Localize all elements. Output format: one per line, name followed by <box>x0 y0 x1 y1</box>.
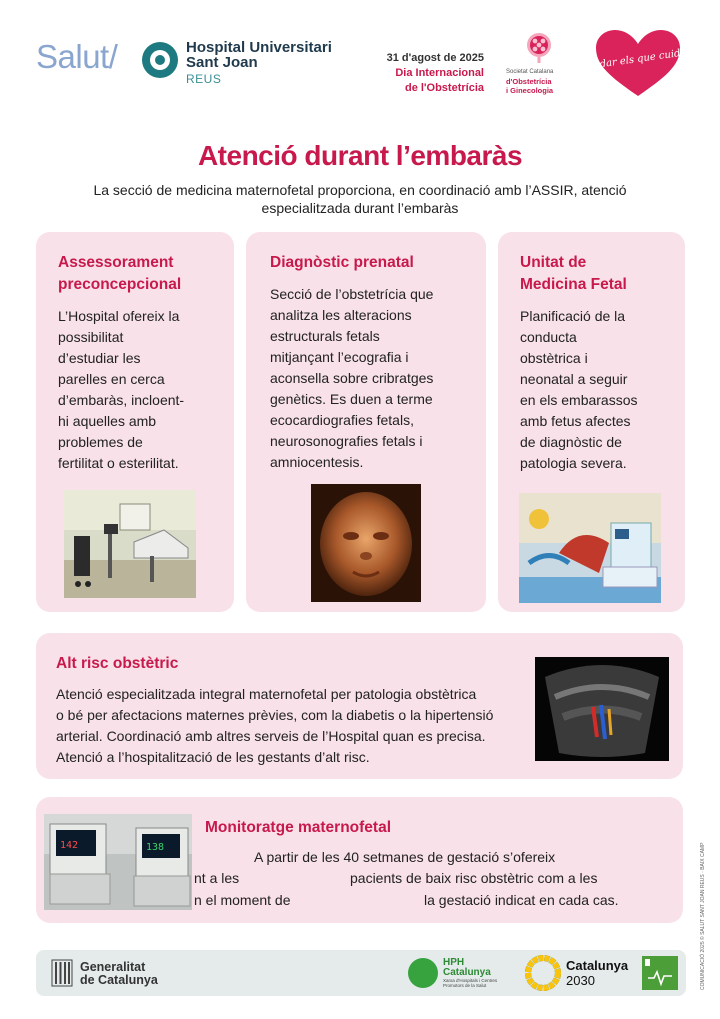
card-body-line: d’estudiar les <box>58 350 141 366</box>
generalitat-name <box>80 961 158 987</box>
card-body-line: conducta <box>520 329 577 345</box>
card-body-line: hi aquelles amb <box>58 413 157 429</box>
hph-logo-icon <box>408 958 438 988</box>
sdg-wheel-icon <box>527 957 559 989</box>
card-assessorament-title <box>58 252 181 296</box>
card-body-line: analitza les alteracions <box>270 307 412 323</box>
card-body-line: problemes de <box>58 434 143 450</box>
card-body-line: patologia severa. <box>520 455 627 471</box>
neonatal-unit-photo <box>519 493 661 603</box>
heart-logo-text: Cuidar els que cuiden <box>581 46 694 73</box>
generalitat-line1: Generalitat <box>80 960 146 974</box>
monitoratge-line3-end: la gestació indicat en cada cas. <box>424 892 619 908</box>
card-body-line: estructurals fetals <box>270 328 380 344</box>
generalitat-shield-icon <box>52 960 72 986</box>
subtitle-line2: especialitzada durant l’embaràs <box>261 200 459 216</box>
event-name-line1: Dia Internacional <box>395 67 484 79</box>
page-title: Atenció durant l’embaràs <box>197 140 523 171</box>
alt-risc-title: Alt risc obstètric <box>56 655 179 672</box>
card-body-line: en els embarassos <box>520 392 638 408</box>
hph-subtitle: Xarxa d'Hospitals i Centres Promotors de la Salut <box>443 978 498 988</box>
side-copyright-note: COMUNICACIÓ 2025 © SALUT SANT JOAN REUS · BAIX CAMP <box>700 842 706 990</box>
society-small-label: Societat Catalana <box>506 69 554 75</box>
card-body-line: arterial. Coordinació amb altres serveis de l’Hospital quan es precisa. <box>56 728 486 744</box>
card-assessorament-body <box>58 306 228 474</box>
card-title-line: Assessorament <box>58 254 174 271</box>
society-name-line2: i Ginecologia <box>506 86 554 95</box>
event-name-line2: de l'Obstetrícia <box>404 82 484 94</box>
card-body-line: amb fetus afectes <box>520 413 631 429</box>
hospital-logo-icon <box>142 42 178 78</box>
card-body-line: aconsella sobre cribratges <box>270 370 434 386</box>
heart-logo <box>581 28 694 98</box>
hph-title-line2: Catalunya <box>443 967 491 978</box>
card-body-line: Atenció especialitzada integral maternofetal per patologia obstètrica <box>56 686 477 702</box>
salut-logo: Salut/ <box>36 38 118 75</box>
monitoratge-title: Monitoratge maternofetal <box>205 819 392 836</box>
card-body-line: possibilitat <box>58 329 124 345</box>
event-date: 31 d'agost de 2025 <box>386 52 484 64</box>
catalunya-label: Catalunya <box>566 958 629 973</box>
card-body-line: amniocentesis. <box>270 454 364 470</box>
card-body-line: mitjançant l’ecografia i <box>270 349 409 365</box>
generalitat-line2: de Catalunya <box>80 973 158 987</box>
monitoratge-line1: A partir de les 40 setmanes de gestació s’ofereix <box>254 849 556 865</box>
card-diagnostic-body <box>270 284 480 473</box>
ultrasound-3d-photo <box>311 484 421 602</box>
card-title-line: Medicina Fetal <box>520 276 627 293</box>
card-body-line: parelles en cerca <box>58 371 165 387</box>
monitor-readout-1: 142 <box>60 840 79 851</box>
hospital-name <box>186 40 332 70</box>
card-body-line: Secció de l’obstetrícia que <box>270 286 434 302</box>
card-body-line: ecocardiografies fetals, <box>270 412 414 428</box>
card-body-line: o bé per afectacions maternes prèvies, com la diabetis o la hipertensió <box>56 707 494 723</box>
card-title-line: preconcepcional <box>58 276 182 293</box>
monitoratge-line3-start: n el moment de <box>194 892 291 908</box>
card-body-line: fertilitat o esterilitat. <box>58 455 179 471</box>
card-title-line: Unitat de <box>520 254 587 271</box>
card-body-line: obstètrica i <box>520 350 588 366</box>
catalunya-2030 <box>566 958 628 988</box>
fetal-monitor-photo <box>44 814 192 910</box>
card-body-line: d’embaràs, incloent- <box>58 392 185 408</box>
monitoratge-line2-start: nt a les <box>194 870 240 886</box>
hph-name <box>443 958 503 988</box>
card-medicina-fetal-title <box>520 252 627 296</box>
card-diagnostic-title: Diagnòstic prenatal <box>270 254 414 271</box>
monitoratge-line2-end: pacients de baix risc obstètric com a les <box>350 870 598 886</box>
sdg3-health-icon <box>642 956 678 990</box>
society-name <box>506 68 576 95</box>
year-label: 2030 <box>566 973 595 988</box>
consultation-room-photo <box>64 490 196 598</box>
card-body-line: genètics. Es duen a terme <box>270 391 433 407</box>
monitor-readout-2: 138 <box>146 842 165 853</box>
card-body-line: de diagnòstic de <box>520 434 622 450</box>
subtitle-line1: La secció de medicina maternofetal proporciona, en coordinació amb l’ASSIR, atenció <box>93 182 627 198</box>
card-body-line: Atenció a l’hospitalització de les gestants d’alt risc. <box>56 749 370 765</box>
doppler-ultrasound-photo <box>535 657 669 761</box>
hph-title-line1: HPH <box>443 957 465 968</box>
society-flower-icon <box>522 30 556 64</box>
hospital-name-line2: Sant Joan <box>186 54 258 71</box>
page-subtitle <box>40 181 680 217</box>
hospital-name-line1: Hospital Universitari <box>186 39 332 56</box>
card-body-line: L’Hospital ofereix la <box>58 308 180 324</box>
card-body-line: neonatal a seguir <box>520 371 628 387</box>
society-name-line1: d'Obstetrícia <box>506 77 552 86</box>
card-medicina-fetal-body <box>520 306 680 474</box>
hospital-city: REUS <box>186 72 222 86</box>
alt-risc-body <box>56 684 536 768</box>
card-body-line: neurosonografies fetals i <box>270 433 423 449</box>
date-block <box>360 51 484 96</box>
card-body-line: Planificació de la <box>520 308 626 324</box>
